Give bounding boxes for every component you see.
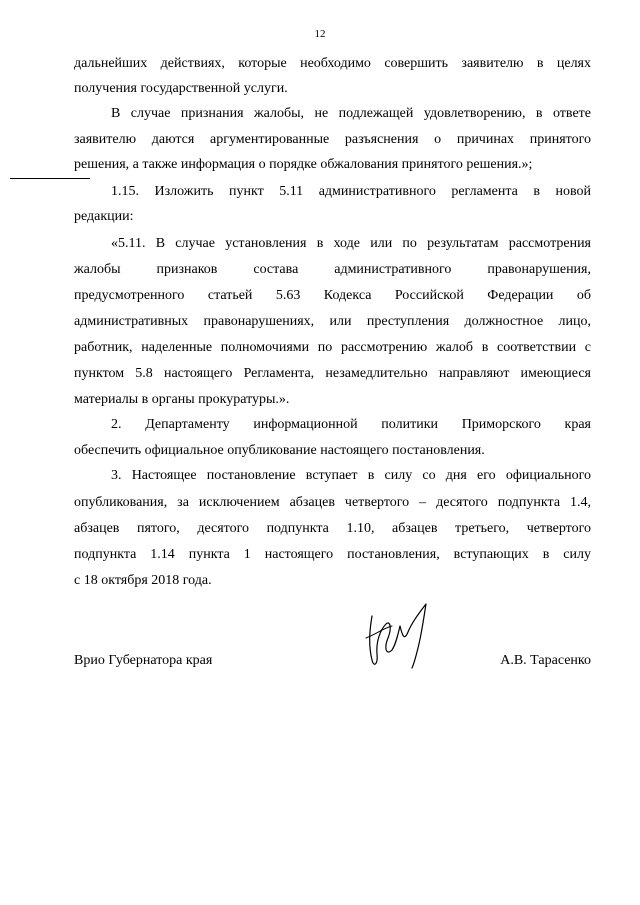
text-line: материалы в органы прокуратуры.». <box>74 392 290 407</box>
text-line: редакции: <box>74 209 134 224</box>
text-line: решения, а также информация о порядке обжалования принятого решения.»; <box>74 157 533 172</box>
text-line: административных правонарушениях, или преступления должностное лицо, <box>74 314 591 329</box>
text-line: заявителю даются аргументированные разъяснения о причинах принятого <box>74 132 591 147</box>
text-line: работник, наделенные полномочиями по рассмотрению жалоб в соответствии с <box>74 340 591 355</box>
text-line: 1.15. Изложить пункт 5.11 административного регламента в новой <box>111 184 591 199</box>
text-line: опубликования, за исключением абзацев четвертого – десятого подпункта 1.4, <box>74 495 591 510</box>
handwritten-signature <box>362 598 442 672</box>
text-line: В случае признания жалобы, не подлежащей удовлетворению, в ответе <box>111 106 591 121</box>
text-line: «5.11. В случае установления в ходе или по результатам рассмотрения <box>111 236 591 251</box>
text-line: дальнейших действиях, которые необходимо совершить заявителю в целях <box>74 56 591 71</box>
signatory-name: А.В. Тарасенко <box>500 653 591 668</box>
text-line: с 18 октября 2018 года. <box>74 573 212 588</box>
text-line: подпункта 1.14 пункта 1 настоящего постановления, вступающих в силу <box>74 547 591 562</box>
text-line: 3. Настоящее постановление вступает в силу со дня его официального <box>111 468 591 483</box>
text-line: предусмотренного статьей 5.63 Кодекса Российской Федерации об <box>74 288 591 303</box>
page-number: 12 <box>314 28 326 40</box>
text-line: 2. Департаменту информационной политики Приморского края <box>111 417 591 432</box>
signature-title: Врио Губернатора края <box>74 653 213 668</box>
text-line: обеспечить официальное опубликование настоящего постановления. <box>74 443 485 458</box>
margin-rule <box>10 178 90 179</box>
text-line: абзацев пятого, десятого подпункта 1.10, абзацев третьего, четвертого <box>74 521 591 536</box>
text-line: получения государственной услуги. <box>74 81 288 96</box>
text-line: жалобы признаков состава административного правонарушения, <box>74 262 591 277</box>
text-line: пунктом 5.8 настоящего Регламента, незамедлительно направляют имеющиеся <box>74 366 591 381</box>
